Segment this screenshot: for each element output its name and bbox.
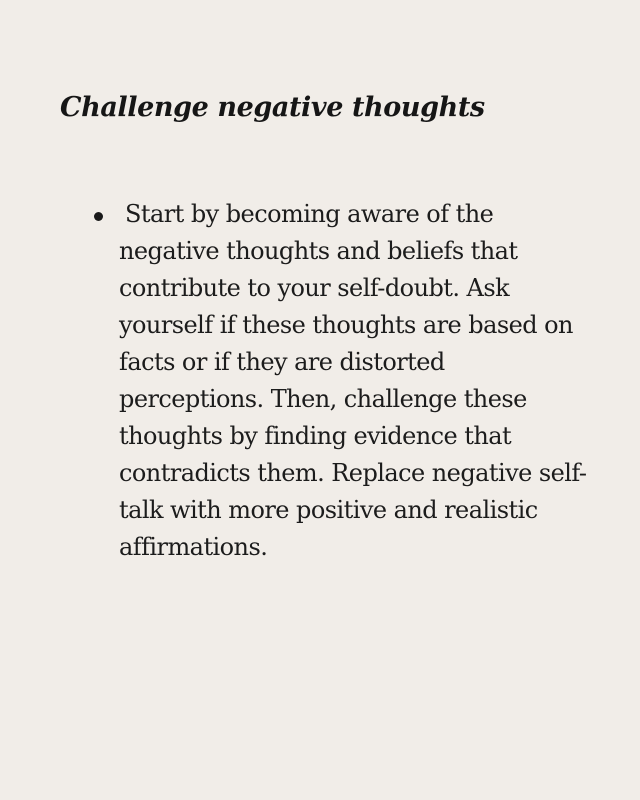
- bullet-text: Start by becoming aware of the negative thoughts and beliefs that contribute to your self-doubt. Ask yourself if these thoughts are based on facts or if they are distorted perceptions. Then, challenge these thoughts by finding evidence that contradicts them. Replace negative self-talk with more positive and realistic affirmations.: [119, 200, 587, 561]
- bullet-list: [90, 196, 590, 566]
- list-item: [90, 196, 590, 566]
- slide-title: Challenge negative thoughts: [60, 92, 485, 123]
- bullet-dot-icon: [94, 212, 103, 221]
